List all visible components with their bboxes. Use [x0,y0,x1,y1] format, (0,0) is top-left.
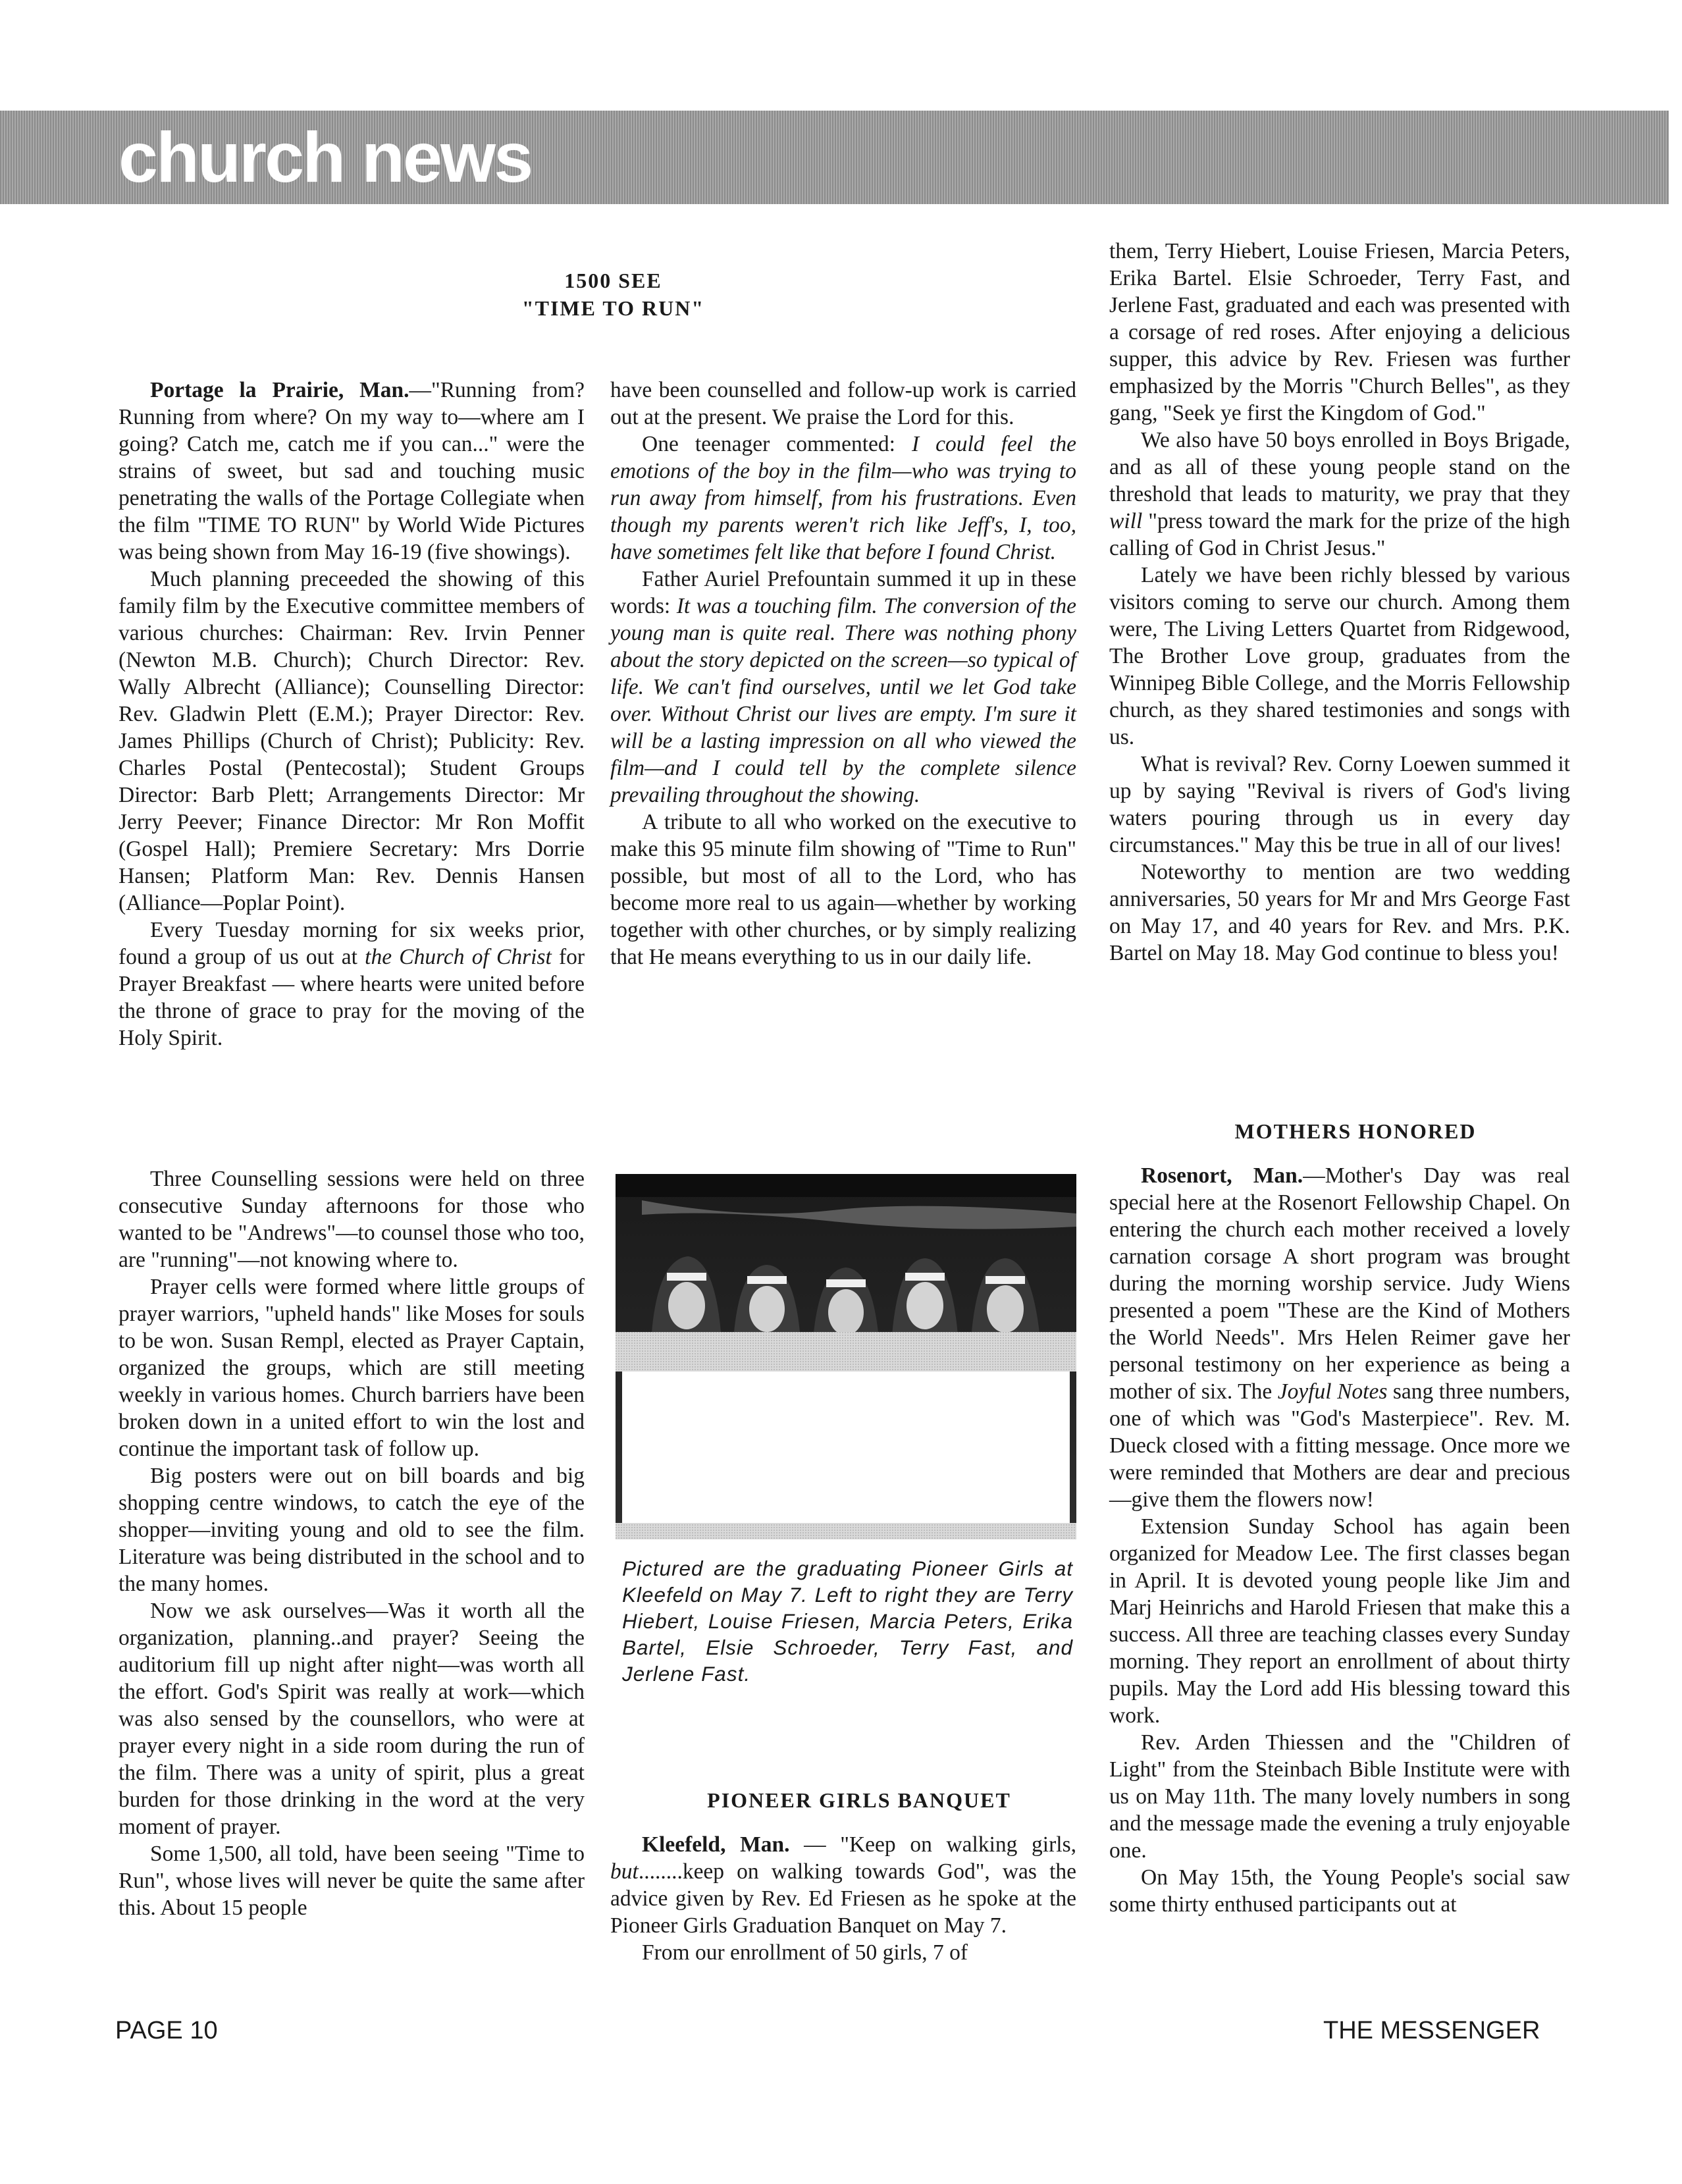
paragraph: Three Counselling sessions were held on three consecutive Sunday afternoons for those who wanted to be "Andrews"—to counsel those who too, are "running"—not knowing where to. [118,1167,585,1272]
article-headline: 1500 SEE "TIME TO RUN" [521,269,705,320]
article-headline: PIONEER GIRLS BANQUET [707,1788,1011,1812]
paragraph: Extension Sunday School has again been organized for Meadow Lee. The first classes began in April. It is devoted young people like Jim and Marj Heinrichs and Harold Friesen that make this a success. All three are teaching classes every Sunday morning. They report an enrollment of about thirty pupils. May the Lord add His blessing toward this work. [1109,1514,1570,1728]
paragraph: What is revival? Rev. Corny Loewen summed it up by saying "Revival is rivers of God's living waters pouring through us in every day circumstances." May this be true in all of our lives! [1109,752,1570,857]
paragraph: On May 15th, the Young People's social saw some thirty enthused participants out at [1109,1865,1570,1917]
paragraph: Some 1,500, all told, have been seeing "Time to Run", whose lives will never be quite the same after this. About 15 people [118,1842,585,1920]
article-headline: MOTHERS HONORED [1234,1119,1477,1143]
paragraph: them, Terry Hiebert, Louise Friesen, Marcia Peters, Erika Bartel. Elsie Schroeder, Terry Fast, and Jerlene Fast, graduated and each was presented with a corsage of red roses. After enjoying a delicious supper, this advice by Rev. Friesen was further emphasized by the Morris "Church Belles", as they gang, "Seek ye first the Kingdom of God." [1109,239,1570,425]
paragraph: Noteworthy to mention are two wedding anniversaries, 50 years for Mr and Mrs George Fast on May 17, and 40 years for Rev. and Mrs. P.K. Bartel on May 18. May God continue to bless you! [1109,860,1570,965]
paragraph: Portage la Prairie, Man.—"Running from? Running from where? On my way to—where am I going? Catch me, catch me if you can..." were the strains of sweet, but sad and touching music penetrating the walls of the Portage Collegiate when the film "TIME TO RUN" by World Wide Pictures was being shown from May 16-19 (five showings). [118,378,585,564]
section-title: church news [118,117,532,197]
paragraph: Kleefeld, Man. — "Keep on walking girls, but........keep on walking towards God", was the advice given by Rev. Ed Friesen as he spoke at the Pioneer Girls Graduation Banquet on May 7. [610,1832,1076,1938]
graduates-photo-image [616,1174,1076,1539]
paragraph: Big posters were out on bill boards and big shopping centre windows, to catch the eye of the shopper—inviting young and old to see the film. Literature was being distributed in the school and to the many homes. [118,1464,585,1596]
paragraph: Father Auriel Prefountain summed it up in these words: It was a touching film. The conversion of the young man is quite real. There was nothing phony about the story depicted on the screen—so typical of life. We can't find ourselves, until we let God take over. Without Christ our lives are empty. I'm sure it will be a lasting impression on all who viewed the film—and I could tell by the complete silence prevailing throughout the showing. [610,567,1076,807]
paragraph: One teenager commented: I could feel the emotions of the boy in the film—who was trying to run away from himself, from his frustrations. Even though my parents weren't rich like Jeff's, I, too, have sometimes felt like that before I found Christ. [610,432,1076,564]
article-column [118,1165,585,1921]
paragraph: We also have 50 boys enrolled in Boys Brigade, and as all of these young people stand on the threshold that leads to maturity, we pray that they will "press toward the mark for the prize of the high calling of God in Christ Jesus." [1109,428,1570,560]
paragraph: From our enrollment of 50 girls, 7 of [642,1940,968,1965]
article-column [118,377,585,1052]
paragraph: Every Tuesday morning for six weeks prior, found a group of us out at the Church of Christ for Prayer Breakfast — where hearts were united before the throne of grace to pray for the moving of the Holy Spirit. [118,918,585,1050]
photo [616,1174,1076,1539]
paragraph: have been counselled and follow-up work is carried out at the present. We praise the Lord for this. [610,378,1076,429]
page-number: PAGE 10 [115,2017,218,2044]
article-column [1109,1117,1570,1918]
paragraph: Prayer cells were formed where little groups of prayer warriors, "upheld hands" like Moses for souls to be won. Susan Rempl, elected as Prayer Captain, organized the groups, which are still meeting weekly in various homes. Church barriers have been broken down in a united effort to win the lost and continue the important task of follow up. [118,1275,585,1461]
paragraph: Rosenort, Man.—Mother's Day was real special here at the Rosenort Fellowship Chapel. On entering the church each mother received a lovely carnation corsage A short program was brought during the morning worship service. Judy Wiens presented a poem "These are the Kind of Mothers the World Needs". Mrs Helen Reimer gave her personal testimony on her experience as being a mother of six. The Joyful Notes sang three numbers, one of which was "God's Masterpiece". Rev. M. Dueck closed with a fitting message. Once more we were reminded that Mothers are dear and precious—give them the flowers now! [1109,1163,1570,1512]
paragraph: Much planning preceeded the showing of this family film by the Executive committee members of various churches: Chairman: Rev. Irvin Penner (Newton M.B. Church); Church Director: Rev. Wally Albrecht (Alliance); Counselling Director: Rev. Gladwin Plett (E.M.); Prayer Director: Rev. James Phillips (Church of Christ); Publicity: Rev. Charles Postal (Pentecostal); Student Groups Director: Barb Plett; Arrangements Director: Mr Jerry Peever; Finance Director: Mr Ron Moffit (Gospel Hall); Premiere Secretary: Mrs Dorrie Hansen; Platform Man: Rev. Dennis Hansen (Alliance—Poplar Point). [118,567,585,915]
publication-name: THE MESSENGER [1323,2017,1540,2044]
paragraph: Now we ask ourselves—Was it worth all the organization, planning..and prayer? Seeing the auditorium fill up night after night—was worth all the effort. God's Spirit was really at work—which was also sensed by the counsellors, who were at prayer every night in a side room during the run of the film. There was a unity of spirit, plus a great burden for those drinking in the word at the very moment of prayer. [118,1599,585,1839]
article-column [1109,238,1570,967]
paragraph: A tribute to all who worked on the executive to make this 95 minute film showing of "Time to Run" possible, but most of all to the Lord, who has become more real to us again—whether by working together with other churches, or by simply realizing that He means everything to us in our daily life. [610,810,1076,969]
article-column [610,377,1076,971]
paragraph: Rev. Arden Thiessen and the "Children of Light" from the Steinbach Bible Institute were with us on May 11th. The many lovely numbers in song and the message made the evening a truly enjoyable one. [1109,1730,1570,1863]
photo-caption: Pictured are the graduating Pioneer Girls at Kleefeld on May 7. Left to right they are Terry Hiebert, Louise Friesen, Marcia Peters, Erika Bartel, Elsie Schroeder, Terry Fast, and Jerlene Fast. [622,1557,1073,1686]
paragraph: Lately we have been richly blessed by various visitors coming to serve our church. Among them were, The Living Letters Quartet from Ridgewood, The Brother Love group, graduates from the Winnipeg Bible College, and the Morris Fellowship church, as they shared testimonies and songs with us. [1109,563,1570,749]
article-column [610,1786,1076,1966]
